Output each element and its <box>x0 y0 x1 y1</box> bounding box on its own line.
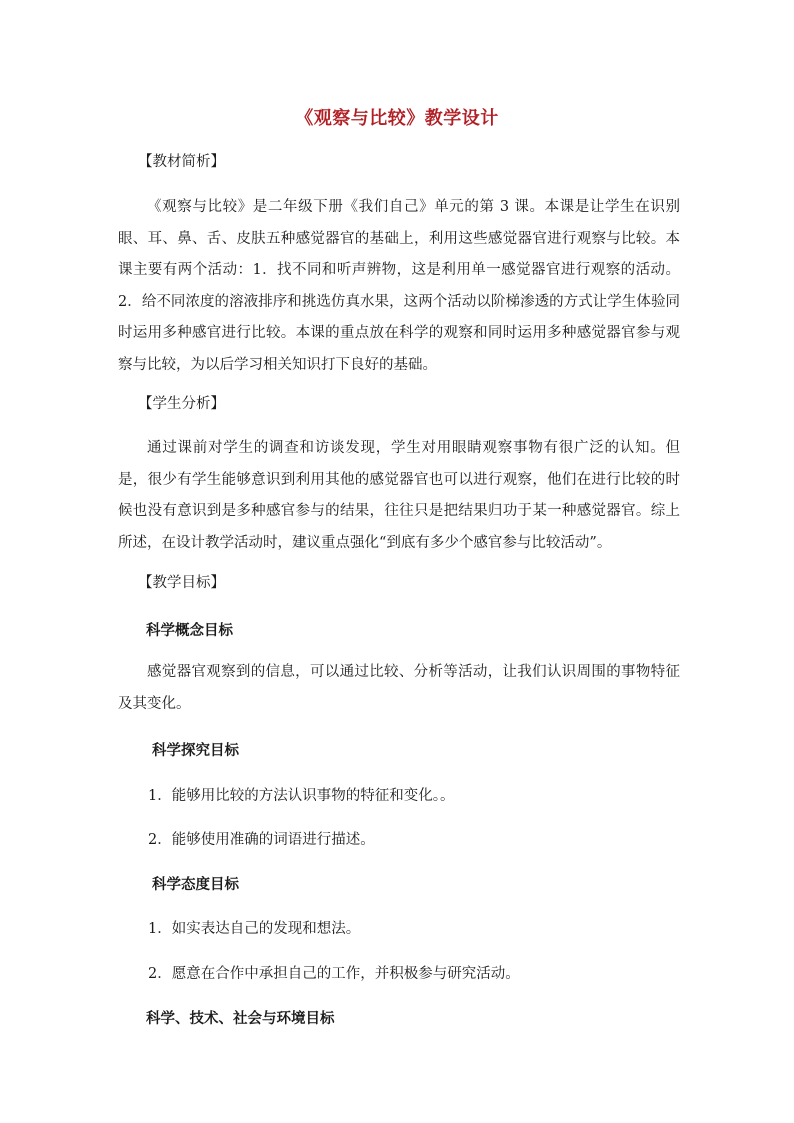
section-heading-goals: 【教学目标】 <box>138 575 225 591</box>
textbook-analysis-paragraph: 《观察与比较》是二年级下册《我们自己》单元的第 3 课。本课是让学生在识别眼、耳、鼻、舌、皮肤五种感觉器官的基础上，利用这些感觉器官进行观察与比较。本课主要有两个活动：1．找不同和听声辨物，这是利用单一感觉器官进行观察的活动。2．给不同浓度的溶液排序和挑选仿真水果，这两个活动以阶梯渗透的方式让学生体验同时运用多种感官进行比较。本课的重点放在科学的观察和同时运用多种感觉器官参与观察与比较，为以后学习相关知识打下良好的基础。 <box>118 199 680 373</box>
inquiry-goal-item: 1．能够用比较的方法认识事物的特征和变化。。 <box>148 788 455 804</box>
inquiry-goal-item: 2．能够使用准确的词语进行描述。 <box>148 832 375 848</box>
attitude-goal-item: 2．愿意在合作中承担自己的工作，并积极参与研究活动。 <box>148 966 520 982</box>
goal-heading-sts: 科学、技术、社会与环境目标 <box>146 1010 335 1027</box>
section-heading-students: 【学生分析】 <box>138 396 225 412</box>
student-analysis-paragraph: 通过课前对学生的调查和访谈发现，学生对用眼睛观察事物有很广泛的认知。但是，很少有学生能够意识到利用其他的感觉器官也可以进行观察，他们在进行比较的时候也没有意识到是多种感官参与的结果，往往只是把结果归功于某一种感觉器官。综上所述，在设计教学活动时，建议重点强化“到底有多少个感官参与比较活动”。 <box>118 440 680 551</box>
attitude-goal-item: 1．如实表达自己的发现和想法。 <box>148 921 361 937</box>
goal-heading-inquiry: 科学探究目标 <box>152 742 239 759</box>
concept-goal-paragraph: 感觉器官观察到的信息，可以通过比较、分析等活动，让我们认识周围的事物特征及其变化。 <box>118 664 680 712</box>
section-heading-textbook: 【教材简析】 <box>138 154 225 170</box>
goal-heading-attitude: 科学态度目标 <box>152 876 239 893</box>
goal-heading-concept: 科学概念目标 <box>146 622 233 639</box>
document-title: 《观察与比较》教学设计 <box>295 108 499 129</box>
